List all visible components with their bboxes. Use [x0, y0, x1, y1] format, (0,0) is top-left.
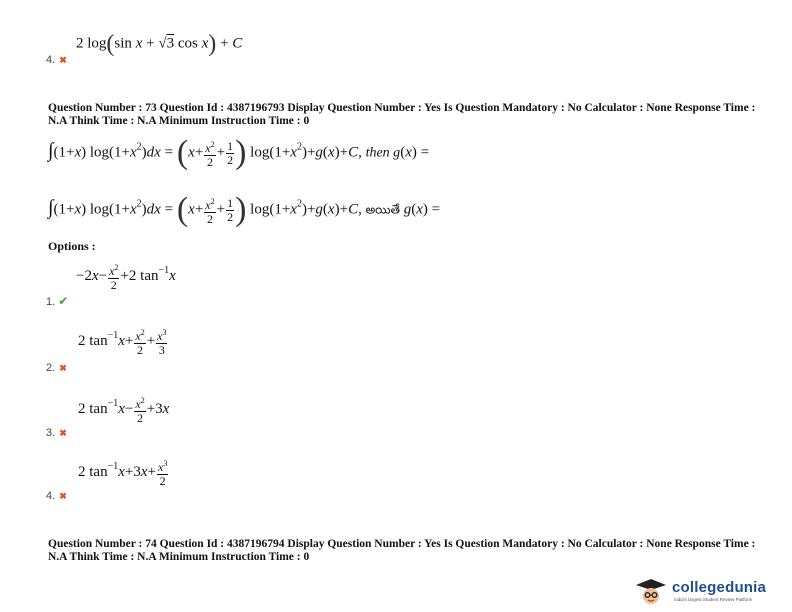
question-73-english: ∫(1+x) $\log(1+x^2)dx = (x+$ $\frac{x^2}{2}$ + $\frac{1}{2}$ ) $\log(1+x^2)+g(x)+C$, then g(x) =	[48, 134, 430, 171]
option-number: 4.	[46, 54, 56, 66]
option-number: 1.	[46, 296, 56, 308]
prev-option-4-expression: 2 log(sin x + √3 cos x) + C	[76, 31, 243, 57]
question-74-header: Question Number : 74 Question Id : 4387196794 Display Question Number : Yes Is Question Mandatory : No Calculator : None Response Time : N.A Think Time : N.A Minimum Instruction Time : 0	[48, 538, 756, 563]
option-number: 2.	[46, 362, 56, 374]
question-73-telugu: ∫(1+x) $\log(1+x^2)dx = (x+$ $\frac{x^2}{2}$ + $\frac{1}{2}$ ) $\log(1+x^2)+g(x)+C$, అయితే g(x) =	[48, 191, 441, 228]
option-3-expression: 2 $\tan^{-1}x-$ $\frac{x^2}{2}$ +3x	[78, 396, 170, 425]
option-4-expression: 2 $\tan^{-1}x+3x+$ $\frac{x^3}{2}$	[78, 459, 168, 488]
logo-tagline: India's largest Student Review Platform	[674, 597, 753, 602]
collegedunia-logo	[632, 576, 788, 608]
option-2[interactable]	[46, 358, 67, 376]
telugu-word: అయితే	[365, 202, 400, 217]
graduate-mascot-icon	[632, 576, 670, 606]
option-2-expression: 2 $\tan^{-1}x+$ $\frac{x^2}{2}$ + $\frac{x^3}{3}$	[78, 328, 167, 357]
option-3[interactable]	[46, 423, 67, 441]
logo-wordmark: collegedunia	[672, 579, 767, 596]
cross-icon: ✖	[59, 363, 67, 373]
prev-option-4	[46, 50, 67, 68]
options-label: Options :	[48, 239, 96, 253]
option-4[interactable]	[46, 486, 67, 504]
option-1[interactable]	[46, 292, 68, 310]
option-1-expression: −2x− $\frac{x^2}{2}$ +2 $\tan^{-1}x$	[76, 263, 176, 292]
cross-icon: ✖	[59, 55, 67, 65]
option-number: 4.	[46, 490, 56, 502]
checkmark-icon: ✔	[58, 294, 69, 308]
question-73-header: Question Number : 73 Question Id : 4387196793 Display Question Number : Yes Is Question Mandatory : No Calculator : None Response Time : N.A Think Time : N.A Minimum Instruction Time : 0	[48, 102, 756, 127]
option-number: 3.	[46, 427, 56, 439]
cross-icon: ✖	[59, 428, 67, 438]
cross-icon: ✖	[59, 491, 67, 501]
